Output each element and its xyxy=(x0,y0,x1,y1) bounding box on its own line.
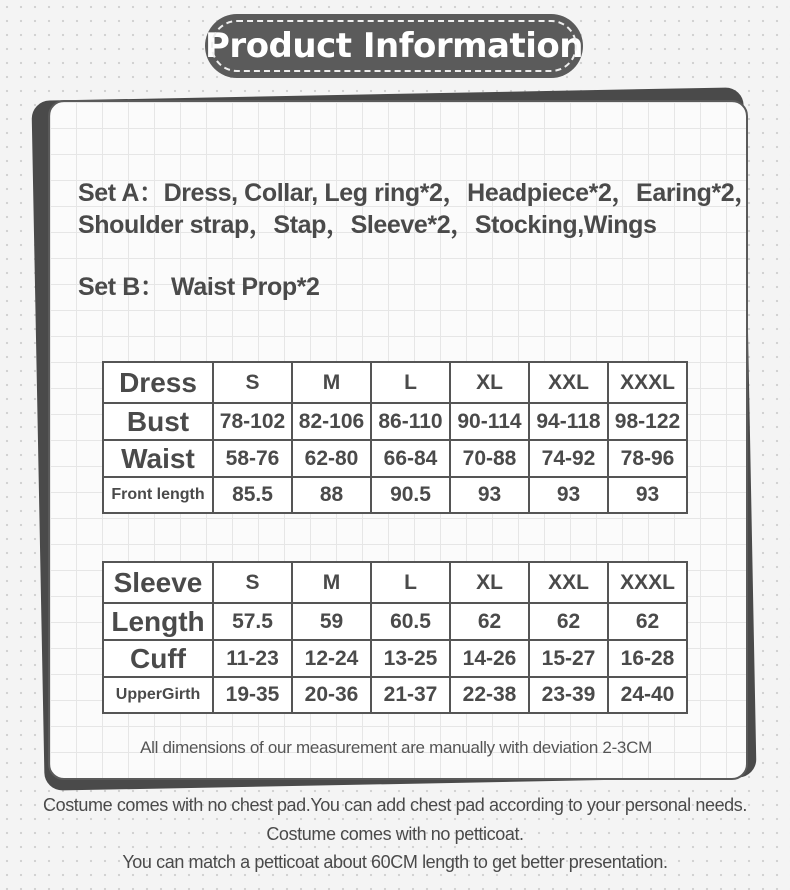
table-cell: 13-25 xyxy=(371,640,450,677)
table-cell: 62 xyxy=(450,603,529,640)
footer-line-2: Costume comes with no petticoat. xyxy=(266,824,524,844)
table-cell: 93 xyxy=(450,477,529,513)
row-label-cuff: Cuff xyxy=(103,640,213,677)
row-label-bust: Bust xyxy=(103,403,213,440)
table-cell: 58-76 xyxy=(213,440,292,477)
table-row xyxy=(103,477,687,513)
table-cell: 90.5 xyxy=(371,477,450,513)
set-a-line-1: Set A：Dress, Collar, Leg ring*2，Headpiece*2，Earing*2， xyxy=(78,179,759,207)
table-row xyxy=(103,677,687,713)
table-row xyxy=(103,640,687,677)
table-cell: 88 xyxy=(292,477,371,513)
table-cell: 22-38 xyxy=(450,677,529,713)
table-cell: 15-27 xyxy=(529,640,608,677)
table-cell: 12-24 xyxy=(292,640,371,677)
row-label-waist: Waist xyxy=(103,440,213,477)
table-cell: 90-114 xyxy=(450,403,529,440)
table-cell: 24-40 xyxy=(608,677,687,713)
table-cell: 82-106 xyxy=(292,403,371,440)
size-s: S xyxy=(213,362,292,403)
table-cell: 93 xyxy=(608,477,687,513)
table-cell: 19-35 xyxy=(213,677,292,713)
size-xxxl: XXXL xyxy=(608,562,687,603)
size-xl: XL xyxy=(450,362,529,403)
row-label-front-length: Front length xyxy=(103,477,213,513)
size-l: L xyxy=(371,362,450,403)
table-cell: 59 xyxy=(292,603,371,640)
sleeve-header: Sleeve xyxy=(103,562,213,603)
table-cell: 62 xyxy=(529,603,608,640)
table-cell: 21-37 xyxy=(371,677,450,713)
table-cell: 93 xyxy=(529,477,608,513)
table-cell: 16-28 xyxy=(608,640,687,677)
sleeve-size-table xyxy=(102,561,688,714)
row-label-length: Length xyxy=(103,603,213,640)
row-label-upper-girth: UpperGirth xyxy=(103,677,213,713)
set-b-line: Set B： Waist Prop*2 xyxy=(78,273,320,301)
table-cell: 62 xyxy=(608,603,687,640)
table-cell: 66-84 xyxy=(371,440,450,477)
footer-line-1: Costume comes with no chest pad.You can add chest pad according to your personal needs. xyxy=(43,795,747,815)
measurement-note: All dimensions of our measurement are manually with deviation 2-3CM xyxy=(140,738,652,757)
table-row xyxy=(103,440,687,477)
table-cell: 86-110 xyxy=(371,403,450,440)
size-m: M xyxy=(292,362,371,403)
size-xl: XL xyxy=(450,562,529,603)
size-l: L xyxy=(371,562,450,603)
table-cell: 62-80 xyxy=(292,440,371,477)
table-cell: 60.5 xyxy=(371,603,450,640)
size-s: S xyxy=(213,562,292,603)
table-cell: 14-26 xyxy=(450,640,529,677)
page-title: Product Information xyxy=(205,26,583,66)
table-header-row xyxy=(103,562,687,603)
table-cell: 74-92 xyxy=(529,440,608,477)
table-cell: 78-102 xyxy=(213,403,292,440)
table-cell: 98-122 xyxy=(608,403,687,440)
size-xxxl: XXXL xyxy=(608,362,687,403)
size-xxl: XXL xyxy=(529,362,608,403)
table-cell: 23-39 xyxy=(529,677,608,713)
title-banner xyxy=(205,14,583,78)
dress-header: Dress xyxy=(103,362,213,403)
size-xxl: XXL xyxy=(529,562,608,603)
dress-size-table xyxy=(102,361,688,514)
table-cell: 57.5 xyxy=(213,603,292,640)
table-cell: 85.5 xyxy=(213,477,292,513)
table-cell: 78-96 xyxy=(608,440,687,477)
table-cell: 70-88 xyxy=(450,440,529,477)
table-cell: 20-36 xyxy=(292,677,371,713)
set-a-line-2: Shoulder strap，Stap，Sleeve*2，Stocking,Wings xyxy=(78,211,657,239)
size-m: M xyxy=(292,562,371,603)
table-row xyxy=(103,403,687,440)
table-cell: 11-23 xyxy=(213,640,292,677)
table-cell: 94-118 xyxy=(529,403,608,440)
table-header-row xyxy=(103,362,687,403)
table-row xyxy=(103,603,687,640)
footer-line-3: You can match a petticoat about 60CM length to get better presentation. xyxy=(122,852,668,872)
